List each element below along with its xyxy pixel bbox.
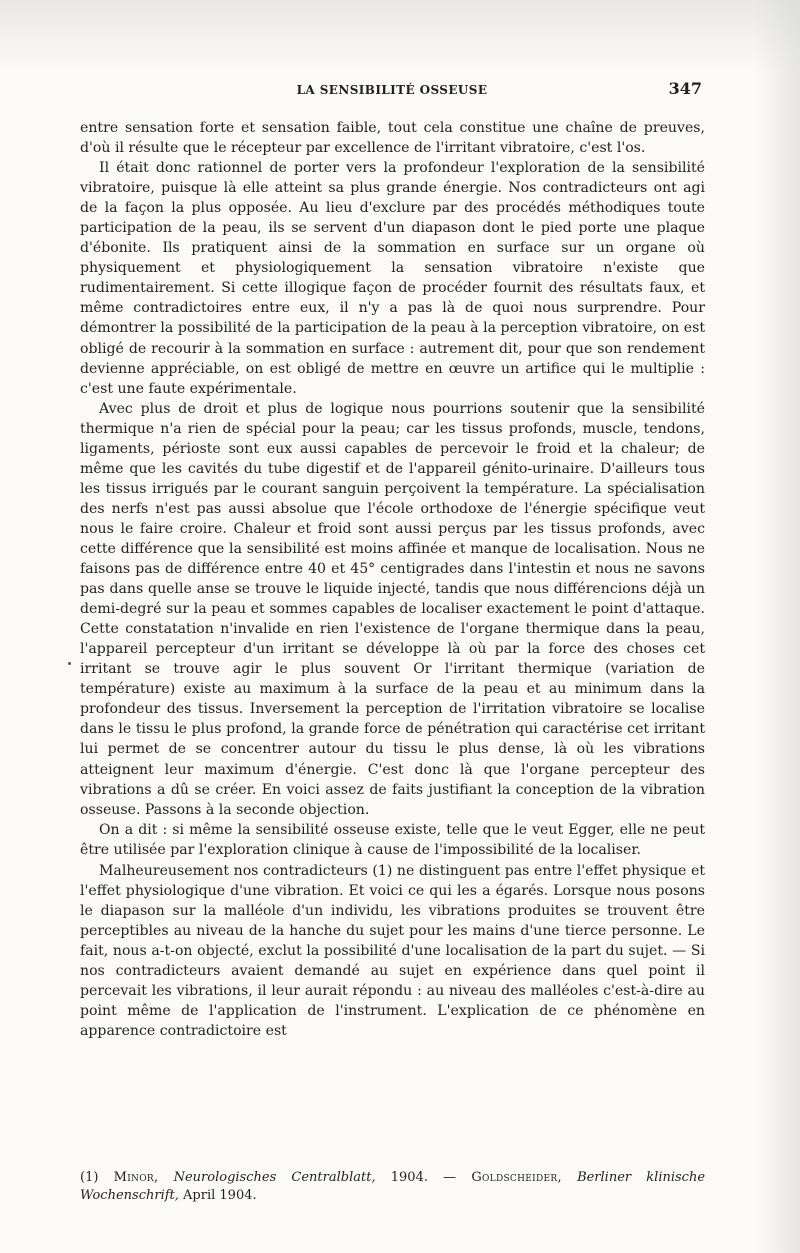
- footnote-author-goldscheider: Goldscheider,: [471, 1170, 562, 1185]
- paragraph-2: Il était donc rationnel de porter vers la profondeur l'exploration de la sensibilité vibratoire, puisque là elle atteint sa plus grande énergie. Nos contradicteurs ont agi de la façon la plus opposée. Au lieu d'exclure par des procédés méthodiques toute participation de la peau, ils se servent d'un diapason dont le pied porte une plaque d'ébonite. Ils pratiquent ainsi de la sommation en surface sur un organe où physiquement et physiologiquement la sensation vibratoire n'existe que rudimentairement. Si cette illogique façon de procéder fournit des résultats faux, et même contradictoires entre eux, il n'y a pas là de quoi nous surprendre. Pour démontrer la possibilité de la participation de la peau à la perception vibratoire, on est obligé de recourir à la sommation en surface : autrement dit, pour que son rendement devienne appréciable, on est obligé de mettre en œuvre un artifice qui le multiplie : c'est une faute expérimentale.: [80, 160, 705, 397]
- footnote-year: 1904.: [390, 1170, 428, 1185]
- footnote: [80, 1169, 705, 1205]
- scan-shadow-right: [756, 0, 800, 1253]
- page-number: 347: [668, 79, 702, 98]
- page-header: [82, 79, 702, 105]
- scan-shadow-top: [0, 0, 800, 70]
- footnote-journal-berliner: Berliner klinische Wochenschrift,: [80, 1170, 706, 1203]
- footnote-date: April 1904.: [183, 1188, 257, 1203]
- footnote-author-minor: Minor,: [113, 1170, 159, 1185]
- scan-speck: [68, 662, 71, 665]
- paragraph-5: Malheureusement nos contradicteurs (1) ne distinguent pas entre l'effet physique et l'effet physiologique d'une vibration. Et voici ce qui les a égarés. Lorsque nous posons le diapason sur la malléole d'un individu, les vibrations produites se trouvent être perceptibles au niveau de la hanche du sujet pour les mains d'une tierce personne. Le fait, nous a-t-on objecté, exclut la possibilité d'une localisation de la part du sujet. — Si nos contradicteurs avaient demandé au sujet en expérience dans quel point il percevait les vibrations, il leur aurait répondu : au niveau des malléoles c'est-à-dire au point même de l'application de l'instrument. L'explication de ce phénomène en apparence contradictoire est: [80, 862, 705, 1040]
- paragraph-4: On a dit : si même la sensibilité osseuse existe, telle que le veut Egger, elle ne peut être utilisée par l'exploration clinique à cause de l'impossibilité de la localiser.: [80, 821, 705, 858]
- paragraph-3: Avec plus de droit et plus de logique nous pourrions soutenir que la sensibilité thermique n'a rien de spécial pour la peau; car les tissus profonds, muscle, tendons, ligaments, périoste sont eux aussi capables de percevoir le froid et la chaleur; de même que les cavités du tube digestif et de l'appareil génito-urinaire. D'ailleurs tous les tissus irrigués par le courant sanguin perçoivent la température. La spécialisation des nerfs n'est pas aussi absolue que l'école orthodoxe de l'énergie spécifique veut nous le faire croire. Chaleur et froid sont aussi perçus par les tissus profonds, avec cette différence que la sensibilité est moins affinée et manque de localisation. Nous ne faisons pas de différence entre 40 et 45° centigrades dans l'intestin et nous ne savons pas dans quelle anse se trouve le liquide injecté, tandis que nous différencions déjà un demi-degré sur la peau et sommes capables de localiser exactement le point d'attaque. Cette constatation n'invalide en rien l'existence de l'organe thermique dans la peau, l'appareil percepteur d'un irritant se développe là où par la force des choses cet irritant se trouve agir le plus souvent Or l'irritant thermique (variation de température) existe au maximum à la surface de la peau et au minimum dans la profondeur des tissus. Inversement la perception de l'irritation vibratoire se localise dans le tissu le plus profond, la grande force de pénétration qui caractérise cet irritant lui permet de se concentrer autour du tissu le plus dense, là où les vibrations atteignent leur maximum d'énergie. C'est donc là que l'organe percepteur des vibrations a dû se créer. En voici assez de faits justifiant la conception de la vibration osseuse. Passons à la seconde objection.: [80, 400, 705, 818]
- footnote-separator: —: [443, 1170, 457, 1185]
- running-title: LA SENSIBILITÉ OSSEUSE: [296, 83, 488, 97]
- footnote-journal-neurologisches: Neurologisches Centralblatt,: [173, 1170, 376, 1185]
- main-text: [80, 118, 705, 1041]
- paragraph-1: entre sensation forte et sensation faible, tout cela constitue une chaîne de preuves, d'où il résulte que le récepteur par excellence de l'irritant vibratoire, c'est l'os.: [80, 120, 705, 157]
- footnote-marker: (1): [80, 1170, 99, 1185]
